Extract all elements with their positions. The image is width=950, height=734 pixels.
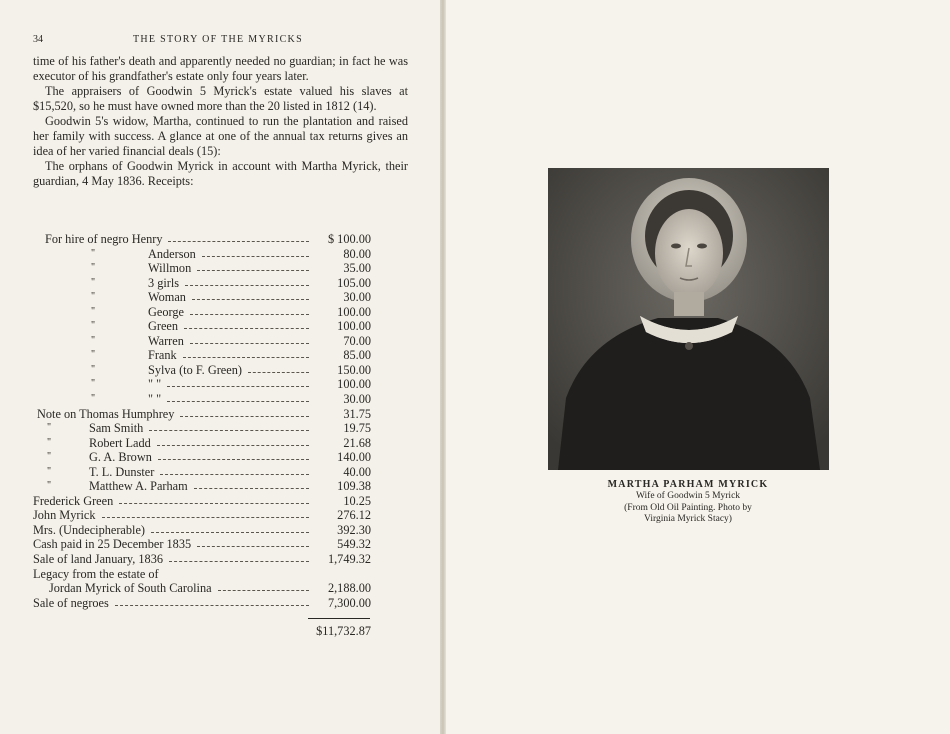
ledger-label: Jordan Myrick of South Carolina — [49, 581, 212, 596]
ditto-mark: " — [91, 320, 96, 332]
dot-leader — [190, 314, 309, 315]
ledger-label: Green — [148, 319, 179, 334]
ledger-label: John Myrick — [33, 508, 96, 523]
dot-leader — [184, 328, 309, 329]
left-page — [0, 0, 440, 734]
ledger-label: Anderson — [148, 246, 196, 261]
ledger-row — [33, 552, 373, 567]
ledger-amount: 100.00 — [337, 319, 371, 334]
ledger-label: Sam Smith — [89, 421, 144, 436]
caption-name: MARTHA PARHAM MYRICK — [607, 479, 769, 490]
ditto-mark: " — [91, 363, 96, 375]
dot-leader — [197, 270, 309, 271]
dot-leader — [190, 343, 309, 344]
ledger-label: G. A. Brown — [89, 450, 152, 465]
ledger-amount: 30.00 — [343, 290, 371, 305]
ledger-amount: 100.00 — [337, 377, 371, 392]
ditto-mark: " — [91, 378, 96, 390]
dot-leader — [149, 430, 309, 431]
dot-leader — [180, 416, 309, 417]
paragraph: The appraisers of Goodwin 5 Myrick's estate valued his slaves at $15,520, so he must have owned more than the 20 listed in 1812 (14). — [33, 84, 408, 113]
right-page — [446, 0, 950, 734]
ledger-label: T. L. Dunster — [89, 464, 155, 479]
ledger-label: Sale of land January, 1836 — [33, 552, 163, 567]
dot-leader — [202, 256, 309, 257]
portrait-image — [548, 168, 829, 470]
ledger-row — [33, 407, 373, 422]
dot-leader — [158, 459, 309, 460]
ledger-row — [33, 596, 373, 611]
ledger-row — [33, 450, 373, 465]
dot-leader — [102, 517, 309, 518]
ledger-label: " " — [148, 377, 162, 392]
ledger-total: $11,732.87 — [316, 624, 371, 639]
dot-leader — [248, 372, 309, 373]
paragraph: time of his father's death and apparently needed no guardian; in fact he was executor of his grandfather's estate only four years later. — [33, 54, 408, 83]
ditto-mark: " — [91, 349, 96, 361]
ledger-amount: 109.38 — [337, 479, 371, 494]
ledger-label: Woman — [148, 290, 186, 305]
ledger-row — [33, 421, 373, 436]
ledger-label: Matthew A. Parham — [89, 479, 188, 494]
ditto-mark: " — [91, 247, 96, 259]
ledger-amount: $ 100.00 — [327, 232, 371, 246]
body-text — [33, 54, 408, 189]
ledger-row — [33, 305, 373, 320]
dot-leader — [167, 386, 309, 387]
ledger-label: Mrs. (Undecipherable) — [33, 522, 145, 537]
dot-leader — [167, 401, 309, 402]
dot-leader — [218, 590, 309, 591]
paragraph: The orphans of Goodwin Myrick in account with Martha Myrick, their guardian, 4 May 1836. Receipts: — [33, 159, 408, 188]
dot-leader — [151, 532, 309, 533]
dot-leader — [169, 561, 309, 562]
ledger-amount: 2,188.00 — [327, 581, 371, 596]
ledger-row — [33, 232, 373, 247]
receipts-ledger — [33, 232, 373, 639]
portrait-photo — [548, 168, 829, 470]
ledger-label: Sylva (to F. Green) — [148, 362, 242, 377]
ledger-row — [33, 363, 373, 378]
ledger-row — [33, 348, 373, 363]
running-head — [33, 34, 408, 48]
total-rule — [308, 618, 370, 619]
ditto-mark: " — [91, 276, 96, 288]
caption-line: Wife of Goodwin 5 Myrick — [635, 491, 741, 501]
ledger-row — [33, 377, 373, 392]
ledger-label: Sale of negroes — [33, 595, 109, 610]
ditto-mark: " — [91, 291, 96, 303]
ledger-amount: 80.00 — [343, 246, 371, 261]
ditto-mark: " — [91, 334, 96, 346]
caption-line: Virginia Myrick Stacy) — [644, 514, 732, 524]
paragraph: Goodwin 5's widow, Martha, continued to run the plantation and raised her family with success. A glance at one of the annual tax returns gives an idea of her varied financial deals (15): — [33, 114, 408, 158]
ledger-amount: 70.00 — [343, 333, 371, 348]
ledger-label: " " — [148, 392, 162, 407]
dot-leader — [183, 357, 309, 358]
ditto-mark: " — [47, 436, 52, 448]
dot-leader — [192, 299, 309, 300]
ledger-row — [33, 581, 373, 596]
ledger-label: For hire of negro Henry — [45, 232, 163, 246]
ledger-label: George — [148, 304, 184, 319]
running-title: THE STORY OF THE MYRICKS — [133, 34, 303, 45]
ledger-row — [33, 334, 373, 349]
caption-line: (From Old Oil Painting. Photo by — [624, 502, 752, 513]
ditto-mark: " — [47, 451, 52, 463]
ledger-amount: 140.00 — [337, 450, 371, 465]
ledger-amount: 40.00 — [343, 464, 371, 479]
ledger-row — [33, 436, 373, 451]
dot-leader — [197, 546, 309, 547]
ditto-mark: " — [47, 465, 52, 477]
ledger-row — [33, 537, 373, 552]
ledger-row — [33, 319, 373, 334]
ditto-mark: " — [47, 422, 52, 434]
ledger-row — [33, 261, 373, 276]
ledger-row — [33, 479, 373, 494]
ledger-label: Robert Ladd — [89, 435, 151, 450]
portrait-caption — [538, 478, 838, 526]
ledger-amount: 150.00 — [337, 362, 371, 377]
ledger-amount: 549.32 — [337, 537, 371, 552]
ledger-amount: 31.75 — [343, 406, 371, 421]
ledger-amount: 276.12 — [337, 508, 371, 523]
ledger-row — [33, 247, 373, 262]
ledger-row — [33, 494, 373, 509]
ditto-mark: " — [91, 305, 96, 317]
ledger-label: Willmon — [148, 261, 192, 276]
ledger-amount: 100.00 — [337, 304, 371, 319]
dot-leader — [119, 503, 309, 504]
dot-leader — [160, 474, 309, 475]
ledger-amount: 1,749.32 — [327, 552, 371, 567]
ledger-label: Cash paid in 25 December 1835 — [33, 537, 192, 552]
ledger-amount: 30.00 — [343, 392, 371, 407]
ledger-label: Legacy from the estate of — [33, 566, 159, 581]
ledger-row — [33, 276, 373, 291]
ledger-row — [33, 290, 373, 305]
ledger-amount: 35.00 — [343, 261, 371, 276]
ledger-label: Warren — [148, 333, 184, 348]
ledger-amount: 21.68 — [343, 435, 371, 450]
page-number: 34 — [33, 34, 43, 45]
ledger-amount: 392.30 — [337, 522, 371, 537]
ditto-mark: " — [91, 393, 96, 405]
dot-leader — [168, 241, 309, 242]
ledger-label: Frank — [148, 348, 177, 363]
ledger-row — [33, 567, 373, 582]
ditto-mark: " — [47, 480, 52, 492]
ledger-label: 3 girls — [148, 275, 180, 290]
ditto-mark: " — [91, 262, 96, 274]
ledger-label: Frederick Green — [33, 493, 114, 508]
ledger-amount: 105.00 — [337, 275, 371, 290]
dot-leader — [194, 488, 309, 489]
ledger-label: Note on Thomas Humphrey — [37, 406, 175, 421]
dot-leader — [185, 285, 309, 286]
ledger-amount: 85.00 — [343, 348, 371, 363]
ledger-row — [33, 508, 373, 523]
ledger-row — [33, 392, 373, 407]
dot-leader — [115, 605, 309, 606]
dot-leader — [157, 445, 309, 446]
ledger-amount: 19.75 — [343, 421, 371, 436]
ledger-row — [33, 523, 373, 538]
ledger-row — [33, 465, 373, 480]
ledger-amount: 10.25 — [343, 493, 371, 508]
ledger-amount: 7,300.00 — [327, 595, 371, 610]
